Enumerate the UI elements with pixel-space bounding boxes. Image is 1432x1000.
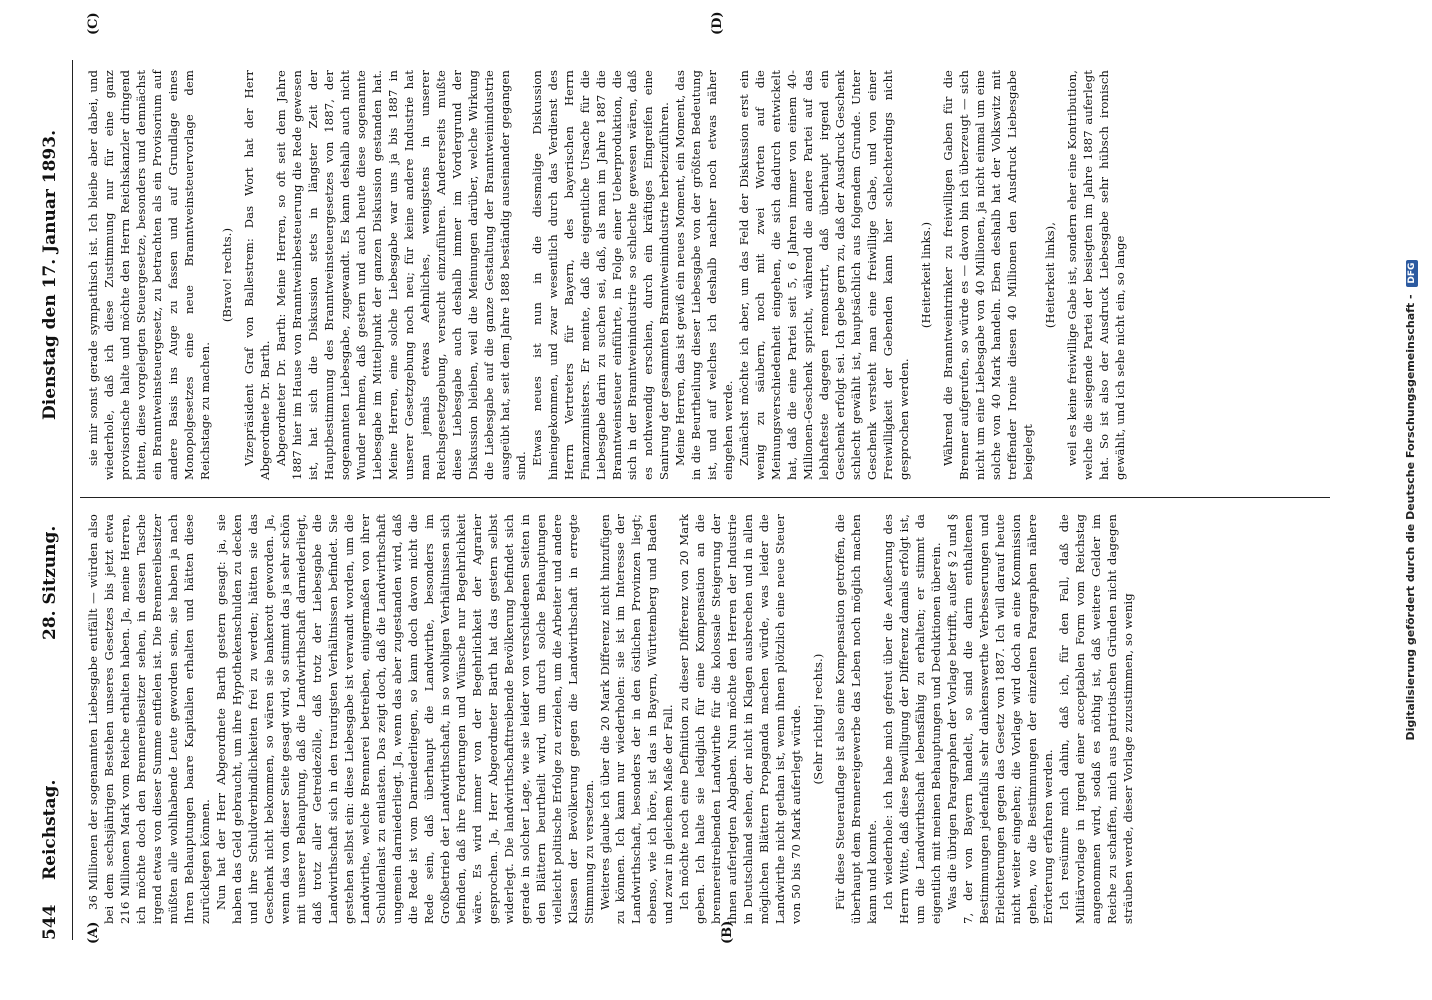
paragraph: Meine Herren, das ist gewiß ein neues Moment, ein Moment, das in die Beurtheilung dieser Liebesgabe von der größten Bedeutung ist, und auf welches ich deshalb nachher noch etwas näher eingehen werde. — [673, 70, 736, 480]
dfg-logo: DFG — [1406, 260, 1418, 287]
interjection: (Heiterkeit links.) — [919, 221, 934, 329]
digitization-footer — [1404, 0, 1418, 1000]
paragraph: sie mir sonst gerade sympathisch ist. Ich bleibe aber dabei, und wiederhole, daß ich diese Zustimmung nur für eine ganz provisorische halte und möchte den Herrn Reichskanzler dringend bitten, diese vorgelegten Steuergesetze, besonders und demnächst ein Branntweinsteuergesetz, zu betrachten als ein Provisorium auf andere Basis ins Auge zu fassen und auf Grundlage eines Monopolgesetzes eine neue Branntweinsteuervorlage dem Reichstage zu machen. — [86, 70, 212, 480]
column-divider — [80, 497, 1330, 498]
session-label: 28. Sitzung. — [40, 525, 60, 640]
paragraph: Ich wiederhole: ich habe mich gefreut über die Aeußerung des Herrn Witte, daß diese Bewilligung der Differenz damals erfolgt ist, um die Landwirthschaft lebensfähig zu erhalten; er stimmt da eigentlich mit meinen Behauptungen und Deduktionen überein. — [881, 514, 944, 924]
footer-text: Digitalisierung gefördert durch die Deutsche Forschungsgemeinschaft - — [1404, 294, 1417, 741]
interjection: (Sehr richtig! rechts.) — [811, 653, 826, 785]
paragraph: Ich resümire mich dahin, daß ich, für den Fall, daß die Militärvorlage in irgend einer acceptablen Form vom Reichstag angenommen wird, sodaß es nöthig ist, daß weitere Gelder im Reiche zu schaffen, mich aus patriotischen Gründen nicht dagegen sträuben werde, dieser Vorlage zuzustimmen, so wenig — [1057, 514, 1135, 924]
margin-letter-a: (A) — [86, 921, 101, 944]
paragraph: Vizepräsident Graf von Ballestrem: Das Wort hat der Herr Abgeordnete Dr. Barth. — [241, 70, 272, 480]
paragraph: Für diese Steuerauflage ist also eine Kompensation getroffen, die überhaupt dem Brennereigewerbe das Leben noch möglich machen kann und konnte. — [833, 514, 880, 924]
interjection: (Bravo! rechts.) — [219, 227, 234, 323]
paragraph: weil es keine freiwillige Gabe ist, sondern eher eine Kontribution, welche die siegende Partei der besiegten im Jahre 1887 auferlegt hat. So ist also der Ausdruck Liebesgabe sehr hübsch ironisch gewählt, und ich sehe nicht ein, so lange — [1065, 70, 1128, 480]
margin-letter-d: (D) — [710, 11, 725, 35]
margin-letter-b: (B) — [720, 920, 735, 944]
paragraph: Zunächst möchte ich aber, um das Feld der Diskussion erst ein wenig zu säubern, noch mit zwei Worten auf die Meinungsverschiedenheit eingehen, die sich dadurch entwickelt hat, daß die eine Partei seit 5, 6 Jahren immer von einem 40-Millionen-Geschenk spricht, während die andere Partei auf das lebhafteste dagegen remonstrirt, daß überhaupt irgend ein Geschenk erfolgt sei. Ich gebe gern zu, daß der Ausdruck Geschenk schlecht gewählt ist, hauptsächlich aus folgendem Grunde. Unter Geschenk versteht man eine freiwillige Gabe, und von einer Freiwilligkeit der Gebenden kann hier schlechterdings nicht gesprochen werden. — [737, 70, 912, 480]
page-header — [40, 60, 74, 940]
paragraph: 36 Millionen der sogenannten Liebesgabe entfällt — würden also bei dem sechsjährigen Bestehen unseres Gesetzes bis jetzt etwa 216 Millionen Mark vom Reiche erhalten haben. Ja, meine Herren, ich möchte doch den Brennereibesitzer sehen, in dessen Tasche irgend etwas von dieser Summe entfielen ist. Die Brennereibesitzer müßten alle wohlhabende Leute geworden sein, sie haben ja nach Ihren Behauptungen baare Kapitalien erhalten und hätten diese zurücklegen können. — [86, 514, 212, 924]
left-column — [86, 514, 1137, 924]
interjection: (Heiterkeit links), — [1043, 221, 1058, 329]
paragraph: Weiteres glaube ich über die 20 Mark Differenz nicht hinzufügen zu können. Ich kann nur wiederholen: sie ist im Interesse der Landwirthschaft, besonders der in den östlichen Provinzen liegt; ebenso, wie ich höre, ist das in Bayern, Württemberg und Baden und zwar in gleichem Maße der Fall. — [597, 514, 676, 924]
paragraph: Ich möchte noch eine Definition zu dieser Differenz von 20 Mark geben. Ich halte sie lediglich für eine Kompensation an die brennereitreibenden Landwirthe für die kolossale Steigerung der ihnen auferlegten Abgaben. Nun möchte den Herren der Industrie in Deutschland sehen, der nicht in Klagen ausbrechen und in allen möglichen Blättern Propaganda machen würde, was leider die Landwirthe nicht gethan ist, wenn ihnen plötzlich eine neue Steuer von 50 bis 70 Mark auferlegt würde. — [677, 514, 804, 924]
right-column — [86, 70, 1129, 480]
session-date: Dienstag den 17. Januar 1893. — [40, 130, 60, 420]
paragraph: Nun hat der Herr Abgeordnete Barth gestern gesagt: ja, sie haben das Geld gebraucht, um ihre Hypothekenschulden zu decken und ihre Schuldverbindlichkeiten frei zu werden; hätten sie das Geschenk nicht bekommen, so wären sie bankerott geworden. Ja, wenn das von dieser Seite gesagt wird, so stimmt das ja sehr schön mit unserer Behauptung, daß die Landwirthschaft darniederliegt, daß trotz aller Getreidezölle, daß trotz der Liebesgabe die Landwirthschaft sich in den traurigsten Verhältnissen befindet. Sie gestehen selbst ein: diese Liebesgabe ist verwandt worden, um die Landwirthe, welche Brennerei betreiben, einigermaßen von ihrer Schuldenlast zu entlasten. Das zeigt doch, daß die Landwirthschaft ungemein darniederliegt. Ja, wenn das aber zugestanden wird, daß die Rede ist vom Darniederliegen, so kann doch davon nicht die Rede sein, daß überhaupt die Landwirthe, besonders im Großbetrieb der Landwirthschaft, in so wohligen Verhältnissen sich befinden, daß ihre Forderungen und Wünsche nur Begehrlichkeit wäre. Es wird immer von der Begehrlichkeit der Agrarier gesprochen. Ja, Herr Abgeordneter Barth hat das gestern selbst widerlegt. Die landwirthschafttreibende Bevölkerung befindet sich gerade in solcher Lage, wie sie leider von verschiedenen Seiten in den Blättern beurtheilt wird, um durch solche Behauptungen vielleicht politische Erfolge zu erzielen, um die Arbeiter und andere Klassen der Bevölkerung gegen die Landwirthschaft in erregte Stimmung zu versetzen. — [213, 514, 596, 924]
paragraph: Abgeordneter Dr. Barth: Meine Herren, so oft seit dem Jahre 1887 hier im Hause von Branntweinbesteuerung die Rede gewesen ist, hat sich die Diskussion stets in längster Zeit der Hauptbestimmung des Branntweinsteuergesetzes von 1887, der sogenannten Liebesgabe, zugewandt. Es kann deshalb auch nicht Wunder nehmen, daß gestern und auch heute diese sogenannte Liebesgabe im Mittelpunkt der ganzen Diskussion gestanden hat. Meine Herren, eine solche Liebesgabe war uns ja bis 1887 in unserer Gesetzgebung noch neu; für keine andere Industrie hat man jemals etwas Aehnliches, wenigstens in unserer Reichsgesetzgebung, versucht einzuführen. Andererseits mußte diese Liebesgabe auch deshalb immer im Vordergrund der Diskussion bleiben, weil die Meinungen darüber, welche Wirkung die Liebesgabe auf die ganze Gestaltung der Branntweinindustrie ausgeübt hat, seit dem Jahre 1888 beständig auseinander gegangen sind. — [273, 70, 528, 480]
header-rule — [72, 60, 73, 940]
paragraph: Etwas neues ist nun in die diesmalige Diskussion hineingekommen, und zwar wesentlich durch das Verdienst des Herrn Vertreters für Bayern, des bayerischen Herrn Finanzministers. Er meinte, daß die eigentliche Ursache für die Liebesgabe darin zu suchen sei, daß, als man im Jahre 1887 die Branntweinsteuer einführte, in Folge einer Ueberproduktion, die sich in der Branntweinindustrie so schlechte gewesen wären, daß es nothwendig erschien, durch ein kräftiges Eingreifen eine Sanirung der gesammten Branntweinindustrie herbeizuführen. — [529, 70, 672, 480]
page-number: 544 — [40, 904, 60, 940]
paragraph: Was die übrigen Paragraphen der Vorlage betrifft, außer § 2 und § 7, der von Bayern handelt, so sind die darin enthaltenen Bestimmungen jedenfalls sehr dankenswerthe Verbesserungen und Erleichterungen gegen das Gesetz von 1887. Ich will darauf heute nicht weiter eingehen; die Vorlage wird doch an eine Kommission gehen, wo die Bestimmungen der einzelnen Paragraphen nähere Erörterung erfahren werden. — [945, 514, 1056, 924]
publication-title: Reichstag. — [40, 779, 60, 880]
paragraph: Während die Branntweintrinker zu freiwilligen Gaben für die Brenner aufgerufen, so würde es — davon bin ich überzeugt — sich nicht um eine Liebesgabe von 40 Millionen, ja nicht einmal um eine solche von 40 Mark handeln. Eben deshalb hat der Volkswitz mit treffender Ironie diesen 40 Millionen den Ausdruck Liebesgabe beigelegt — [941, 70, 1036, 480]
margin-letter-c: (C) — [86, 12, 101, 35]
